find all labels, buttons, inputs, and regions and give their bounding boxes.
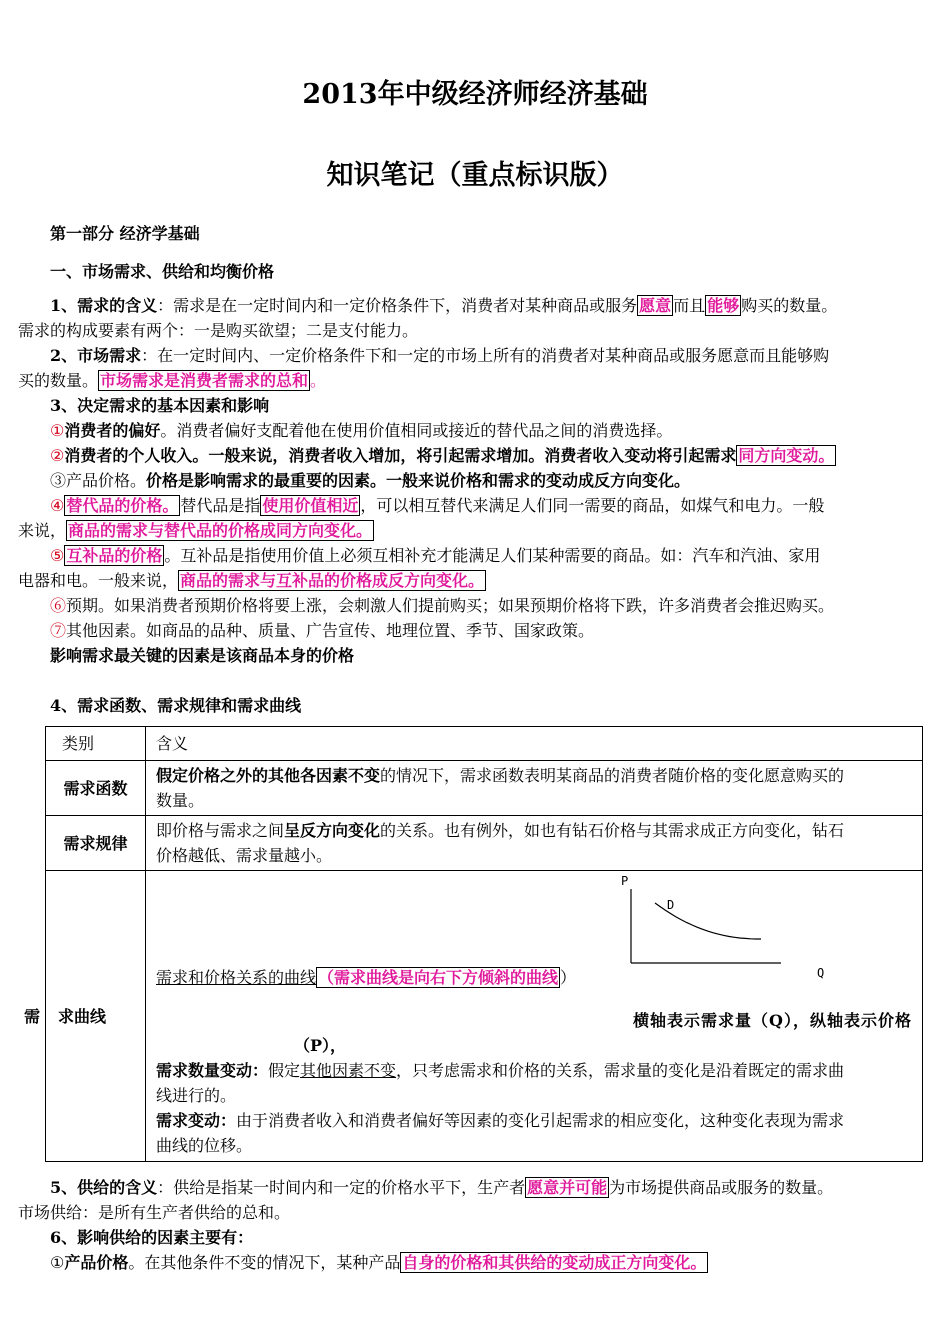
text: 假定: [268, 1061, 301, 1080]
text: 。互补品是指使用价值上必须互相补充才能满足人们某种需要的商品。如：汽车和汽油、家用: [164, 546, 821, 565]
para-supply-definition: [50, 1175, 950, 1200]
factor-complement: [50, 543, 950, 568]
text: 预期。如果消费者预期价格将要上涨，会刺激人们提前购买；如果预期价格将下跌，许多消费者会推迟购买。: [66, 596, 835, 615]
circled-number: ⑦: [50, 621, 67, 640]
axis-note: 横轴表示需求量（Q），纵轴表示价格: [633, 1011, 912, 1030]
para-label: 1、需求的含义: [50, 296, 158, 315]
text: 买的数量。: [18, 371, 99, 390]
text: ，可以相互替代来满足人们同一需要的商品，如煤气和电力。一般: [360, 496, 825, 515]
highlight-box: 替代品的价格。: [66, 496, 179, 515]
part-heading: 第一部分 经济学基础: [50, 224, 200, 243]
text: 同方向变动: [738, 446, 819, 465]
factor-other: [50, 618, 950, 643]
doc-title-line2: 知识笔记（重点标识版）: [326, 160, 624, 191]
circled-number: ⑥: [50, 596, 67, 615]
text: 而且: [673, 296, 706, 315]
factor-label: 消费者的个人收入。一般来说，消费者收入增加，将引起需求增加。消费者收入变动将引起需求: [64, 446, 737, 465]
text: 来说，: [18, 521, 67, 540]
highlight-box: 互补品的价格: [66, 546, 163, 565]
text: 替代品是指: [180, 496, 261, 515]
demand-curve-chart: [611, 871, 851, 981]
y-axis-label: P: [621, 874, 629, 888]
text: ：供给是指某一时间内和一定的价格水平下，生产者: [157, 1178, 526, 1197]
quantity-change-text: [156, 1058, 844, 1083]
demand-change-text: [156, 1108, 844, 1133]
factor-expectation: [50, 593, 950, 618]
demand-curve-cell: [156, 871, 912, 1161]
curve-description: [156, 965, 576, 990]
para-market-demand-cont: [18, 368, 933, 393]
highlight-box: 使用价值相近: [262, 496, 359, 515]
table-row: [46, 871, 923, 1162]
text: 假定价格之外的其他各因素不变: [156, 766, 381, 785]
table-header-cell: 含义: [146, 727, 923, 761]
factor-label: 产品价格: [64, 1253, 129, 1272]
circled-number: ④: [50, 496, 65, 515]
text: 需求变动：: [156, 1111, 237, 1130]
table-cell-meaning: [146, 816, 923, 871]
para-demand-function-heading: 4、需求函数、需求规律和需求曲线: [50, 696, 302, 715]
para-demand-definition: [50, 293, 950, 318]
text: 电器和电。一般来说，: [18, 571, 179, 590]
factor-price: [50, 468, 950, 493]
circled-number: ②: [50, 446, 65, 465]
para-market-supply: 市场供给：是所有生产者供给的总和。: [18, 1203, 291, 1222]
para-label: 2、市场需求: [50, 346, 142, 365]
text: 由于消费者收入和消费者偏好等因素的变化引起需求的相应变化，这种变化表现为需求: [236, 1111, 845, 1130]
text: 。在其他条件不变的情况下，某种产品: [128, 1253, 401, 1272]
key-factor-note: 影响需求最关键的因素是该商品本身的价格: [50, 646, 355, 665]
highlight-box: 愿意: [639, 296, 672, 315]
circled-number: ①: [50, 1253, 65, 1272]
factor-complement-cont: [18, 568, 933, 593]
text: 。: [818, 446, 835, 465]
highlight-box: 能够: [707, 296, 740, 315]
demand-change-text-cont: 曲线的位移。: [156, 1136, 253, 1155]
text: 产品价格。: [66, 471, 147, 490]
text: ，只考虑需求和价格的关系，需求量的变化是沿着既定的需求曲: [396, 1061, 845, 1080]
text: 其他因素不变: [300, 1061, 397, 1080]
text: 价格越低、需求量越小。: [156, 846, 333, 865]
quantity-change-text-cont: 线进行的。: [156, 1086, 237, 1105]
text: 数量。: [156, 791, 205, 810]
text: 为市场提供商品或服务的数量。: [609, 1178, 834, 1197]
section-heading: 一、市场需求、供给和均衡价格: [50, 262, 275, 281]
highlight-box: 自身的价格和其供给的变动成正方向变化。: [402, 1253, 707, 1272]
doc-title-line1: 2013年中级经济师经济基础: [302, 79, 648, 110]
highlight-box: [736, 445, 836, 466]
circled-number: ①: [50, 421, 65, 440]
factor-preference: [50, 418, 950, 443]
text: 需: [24, 1006, 41, 1026]
text: 的情况下，需求函数表明某商品的消费者随价格的变化愿意购买的: [380, 766, 845, 785]
table-cell-category: 需求函数: [46, 761, 146, 816]
text: 价格是影响需求的最重要的因素。一般来说价格和需求的变动成反方向变化。: [146, 471, 691, 490]
circled-number: ③: [50, 471, 67, 490]
para-label: 5、供给的含义: [50, 1178, 158, 1197]
table-cell-meaning: [146, 761, 923, 816]
axis-note-cont: （P），: [294, 1036, 347, 1055]
highlight-box: 商品的需求与替代品的价格成同方向变化。: [68, 521, 373, 540]
text: ）: [560, 968, 577, 987]
text: 求曲线: [58, 1006, 107, 1026]
table-cell-meaning: [146, 871, 923, 1162]
factor-substitute: [50, 493, 950, 518]
highlight-box: 愿意并可能: [527, 1178, 608, 1197]
table-cell-category: 需求规律: [46, 816, 146, 871]
table-row: [46, 816, 923, 871]
para-supply-factors-heading: 6、影响供给的因素主要有：: [50, 1228, 254, 1247]
factor-label: 消费者的偏好: [64, 421, 161, 440]
table-header-row: [46, 727, 923, 761]
text: 的关系。也有例外，如也有钻石价格与其需求成正方向变化，钻石: [380, 821, 845, 840]
text: ：需求是在一定时间内和一定价格条件下，消费者对某种商品或服务: [157, 296, 638, 315]
table-cell-category: [24, 871, 146, 1162]
text: ：在一定时间内、一定价格条件下和一定的市场上所有的消费者对某种商品或服务愿意而且能够购: [141, 346, 830, 365]
highlight-box: （需求曲线是向右下方倾斜的曲线: [318, 968, 559, 987]
para-demand-elements: 需求的构成要素有两个：一是购买欲望；二是支付能力。: [18, 321, 419, 340]
text: 即价格与需求之间: [156, 821, 285, 840]
series-label: D: [667, 898, 675, 912]
text: 。消费者偏好支配着他在使用价值相同或接近的替代品之间的消费选择。: [160, 421, 673, 440]
x-axis-label: Q: [817, 966, 825, 980]
factor-income: [50, 443, 950, 468]
text: 其他因素。如商品的品种、质量、广告宣传、地理位置、季节、国家政策。: [66, 621, 595, 640]
text: 购买的数量。: [741, 296, 838, 315]
highlight-box: 商品的需求与互补品的价格成反方向变化。: [180, 571, 485, 590]
supply-factor-price: [50, 1250, 950, 1275]
table-header-cell: 类别: [46, 727, 146, 761]
factor-substitute-cont: [18, 518, 933, 543]
table-row: [46, 761, 923, 816]
text: 呈反方向变化: [284, 821, 381, 840]
demand-table: [24, 726, 923, 1162]
text: 。: [310, 371, 327, 390]
para-demand-factors-heading: 3、决定需求的基本因素和影响: [50, 396, 270, 415]
para-market-demand: [50, 343, 950, 368]
highlight-box: 市场需求是消费者需求的总和: [100, 371, 309, 390]
text: 需求和价格关系的曲线: [156, 968, 317, 987]
circled-number: ⑤: [50, 546, 65, 565]
text: 需求数量变动：: [156, 1061, 269, 1080]
